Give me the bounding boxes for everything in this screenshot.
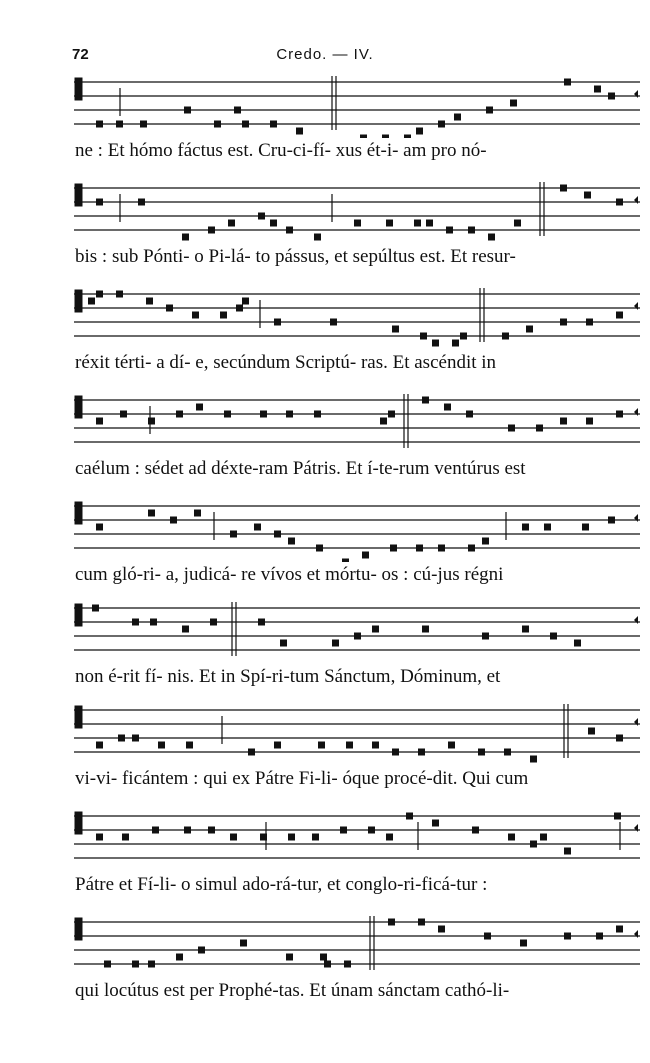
neume-note <box>96 742 103 749</box>
neume-note <box>560 319 567 326</box>
neume-note <box>166 305 173 312</box>
neume-note <box>414 220 421 227</box>
lyric-line: réxit térti- a dí- e, secúndum Scriptú- ras. Et ascéndit in <box>75 352 497 373</box>
neume-note <box>96 418 103 425</box>
neume-note <box>270 121 277 128</box>
neume-note <box>132 961 139 968</box>
neume-note <box>332 640 339 647</box>
neume-note <box>522 524 529 531</box>
neume-note <box>288 834 295 841</box>
neume-note <box>468 545 475 552</box>
neume-note <box>288 538 295 545</box>
neume-note <box>472 827 479 834</box>
neume-note <box>132 619 139 626</box>
neume-note <box>482 633 489 640</box>
lyric-line: non é-rit fí- nis. Et in Spí-ri-tum Sánctum, Dóminum, et <box>75 666 501 687</box>
chant-staff <box>74 600 640 664</box>
neume-note <box>346 742 353 749</box>
neume-note <box>392 749 399 756</box>
neume-note <box>526 326 533 333</box>
neume-note <box>116 121 123 128</box>
neume-note <box>104 961 111 968</box>
neume-note <box>228 220 235 227</box>
neume-note <box>482 538 489 545</box>
neume-note <box>564 848 571 855</box>
neume-note <box>446 227 453 234</box>
chant-staff <box>74 498 640 562</box>
neume-note <box>416 545 423 552</box>
neume-note <box>372 742 379 749</box>
neume-note <box>508 834 515 841</box>
neume-note <box>422 397 429 404</box>
clef-icon <box>75 918 82 940</box>
neume-note <box>330 319 337 326</box>
neume-note <box>230 834 237 841</box>
neume-note <box>438 121 445 128</box>
neume-note <box>258 213 265 220</box>
neume-note <box>360 135 367 139</box>
page-header <box>0 46 650 70</box>
neume-note <box>208 227 215 234</box>
neume-note <box>530 841 537 848</box>
neume-note <box>296 128 303 135</box>
neume-note <box>318 742 325 749</box>
neume-note <box>260 834 267 841</box>
neume-note <box>140 121 147 128</box>
neume-note <box>584 192 591 199</box>
neume-note <box>588 728 595 735</box>
neume-note <box>616 199 623 206</box>
neume-note <box>242 298 249 305</box>
neume-note <box>176 411 183 418</box>
neume-note <box>616 735 623 742</box>
neume-note <box>488 234 495 241</box>
neume-note <box>392 326 399 333</box>
neume-note <box>594 86 601 93</box>
neume-note <box>270 220 277 227</box>
neume-note <box>148 510 155 517</box>
clef-icon <box>75 812 82 834</box>
clef-icon <box>75 604 82 626</box>
neume-note <box>520 940 527 947</box>
neume-note <box>560 418 567 425</box>
lyric-line: caélum : sédet ad déxte-ram Pátris. Et í-te-rum ventúrus est <box>75 458 526 479</box>
neume-note <box>504 749 511 756</box>
neume-note <box>260 411 267 418</box>
neume-note <box>386 834 393 841</box>
custos-icon <box>634 514 638 522</box>
neume-note <box>382 135 389 139</box>
neume-note <box>316 545 323 552</box>
neume-note <box>616 411 623 418</box>
neume-note <box>372 626 379 633</box>
lyric-line: Pátre et Fí-li- o simul ado-rá-tur, et conglo-ri-ficá-tur : <box>75 874 488 895</box>
neume-note <box>184 827 191 834</box>
chant-staff <box>74 74 640 138</box>
neume-note <box>182 234 189 241</box>
neume-note <box>186 742 193 749</box>
custos-icon <box>634 824 638 832</box>
neume-note <box>468 227 475 234</box>
neume-note <box>608 517 615 524</box>
custos-icon <box>634 90 638 98</box>
neume-note <box>242 121 249 128</box>
chant-staff <box>74 808 640 872</box>
custos-icon <box>634 718 638 726</box>
neume-note <box>210 619 217 626</box>
neume-note <box>466 411 473 418</box>
neume-note <box>286 227 293 234</box>
neume-note <box>438 545 445 552</box>
neume-note <box>214 121 221 128</box>
neume-note <box>344 961 351 968</box>
neume-note <box>460 333 467 340</box>
neume-note <box>312 834 319 841</box>
neume-note <box>170 517 177 524</box>
neume-note <box>88 298 95 305</box>
neume-note <box>96 199 103 206</box>
neume-note <box>416 128 423 135</box>
neume-note <box>544 524 551 531</box>
neume-note <box>484 933 491 940</box>
neume-note <box>286 954 293 961</box>
neume-note <box>92 605 99 612</box>
lyric-line: ne : Et hómo fáctus est. Cru-ci-fí- xus ét-i- am pro nó- <box>75 140 487 161</box>
neume-note <box>132 735 139 742</box>
neume-note <box>258 619 265 626</box>
page-number: 72 <box>72 46 89 63</box>
neume-note <box>510 100 517 107</box>
neume-note <box>452 340 459 347</box>
neume-note <box>116 291 123 298</box>
neume-note <box>118 735 125 742</box>
neume-note <box>340 827 347 834</box>
chant-staff <box>74 702 640 766</box>
neume-note <box>616 926 623 933</box>
neume-note <box>220 312 227 319</box>
neume-note <box>354 220 361 227</box>
neume-note <box>280 640 287 647</box>
neume-note <box>314 234 321 241</box>
neume-note <box>502 333 509 340</box>
neume-note <box>230 531 237 538</box>
custos-icon <box>634 408 638 416</box>
chant-staff <box>74 286 640 350</box>
clef-icon <box>75 78 82 100</box>
neume-note <box>148 961 155 968</box>
neume-note <box>208 827 215 834</box>
neume-note <box>96 291 103 298</box>
lyric-line: vi-vi- ficántem : qui ex Pátre Fi-li- óque procé-dit. Qui cum <box>75 768 529 789</box>
neume-note <box>138 199 145 206</box>
neume-note <box>354 633 361 640</box>
lyric-line: qui locútus est per Prophé-tas. Et únam sánctam cathó-li- <box>75 980 510 1001</box>
lyric-line: cum gló-ri- a, judicá- re vívos et mórtu- os : cú-jus régni <box>75 564 504 585</box>
neume-note <box>522 626 529 633</box>
neume-note <box>274 742 281 749</box>
neume-note <box>158 742 165 749</box>
neume-note <box>478 749 485 756</box>
running-title: Credo. — IV. <box>276 46 374 63</box>
neume-note <box>426 220 433 227</box>
neume-note <box>234 107 241 114</box>
custos-icon <box>634 930 638 938</box>
neume-note <box>564 933 571 940</box>
neume-note <box>148 418 155 425</box>
neume-note <box>96 121 103 128</box>
clef-icon <box>75 184 82 206</box>
neume-note <box>368 827 375 834</box>
custos-icon <box>634 302 638 310</box>
neume-note <box>182 626 189 633</box>
neume-note <box>254 524 261 531</box>
neume-note <box>616 312 623 319</box>
neume-note <box>486 107 493 114</box>
chant-staff <box>74 180 640 244</box>
lyric-line: bis : sub Pónti- o Pi-lá- to pássus, et sepúltus est. Et resur- <box>75 246 516 267</box>
neume-note <box>96 834 103 841</box>
neume-note <box>386 220 393 227</box>
neume-note <box>122 834 129 841</box>
neume-note <box>404 135 411 139</box>
neume-note <box>198 947 205 954</box>
neume-note <box>196 404 203 411</box>
neume-note <box>406 813 413 820</box>
neume-note <box>420 333 427 340</box>
neume-note <box>388 411 395 418</box>
chant-staff <box>74 914 640 978</box>
neume-note <box>574 640 581 647</box>
neume-note <box>236 305 243 312</box>
neume-note <box>388 919 395 926</box>
neume-note <box>380 418 387 425</box>
neume-note <box>146 298 153 305</box>
neume-note <box>192 312 199 319</box>
neume-note <box>438 926 445 933</box>
clef-icon <box>75 290 82 312</box>
neume-note <box>240 940 247 947</box>
neume-note <box>550 633 557 640</box>
neume-note <box>508 425 515 432</box>
neume-note <box>540 834 547 841</box>
neume-note <box>314 411 321 418</box>
neume-note <box>418 749 425 756</box>
neume-note <box>422 626 429 633</box>
neume-note <box>194 510 201 517</box>
neume-note <box>614 813 621 820</box>
neume-note <box>454 114 461 121</box>
clef-icon <box>75 396 82 418</box>
neume-note <box>362 552 369 559</box>
neume-note <box>96 524 103 531</box>
neume-note <box>586 319 593 326</box>
neume-note <box>320 954 327 961</box>
neume-note <box>530 756 537 763</box>
neume-note <box>448 742 455 749</box>
neume-note <box>176 954 183 961</box>
neume-note <box>324 961 331 968</box>
custos-icon <box>634 616 638 624</box>
neume-note <box>120 411 127 418</box>
neume-note <box>444 404 451 411</box>
neume-note <box>432 340 439 347</box>
neume-note <box>390 545 397 552</box>
neume-note <box>432 820 439 827</box>
neume-note <box>586 418 593 425</box>
neume-note <box>582 524 589 531</box>
neume-note <box>248 749 255 756</box>
neume-note <box>596 933 603 940</box>
neume-note <box>514 220 521 227</box>
neume-note <box>274 531 281 538</box>
neume-note <box>564 79 571 86</box>
clef-icon <box>75 706 82 728</box>
neume-note <box>560 185 567 192</box>
neume-note <box>418 919 425 926</box>
neume-note <box>150 619 157 626</box>
neume-note <box>224 411 231 418</box>
neume-note <box>536 425 543 432</box>
clef-icon <box>75 502 82 524</box>
neume-note <box>286 411 293 418</box>
neume-note <box>152 827 159 834</box>
chant-staff <box>74 392 640 456</box>
neume-note <box>274 319 281 326</box>
neume-note <box>608 93 615 100</box>
neume-note <box>184 107 191 114</box>
custos-icon <box>634 196 638 204</box>
neume-note <box>342 559 349 563</box>
